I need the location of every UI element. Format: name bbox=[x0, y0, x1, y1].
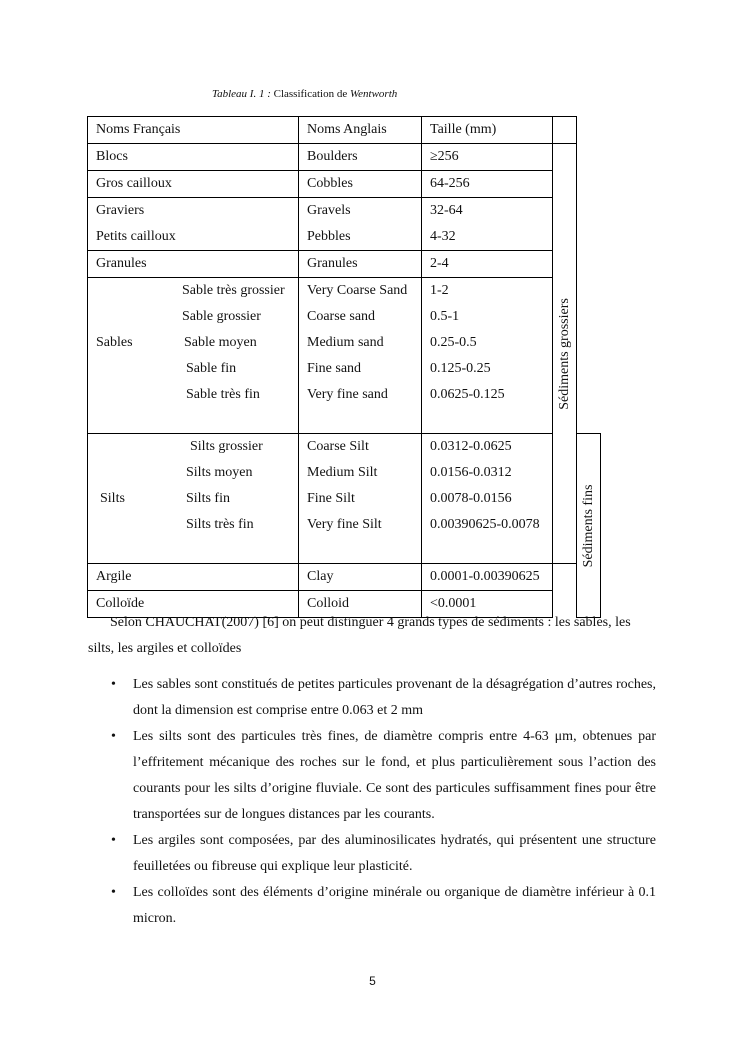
bullet-icon: • bbox=[111, 729, 116, 744]
cell-size: 0.0001-0.00390625 bbox=[422, 564, 553, 591]
sable-english: Very Coarse Sand bbox=[307, 283, 408, 298]
cell-french bbox=[88, 198, 299, 251]
page-number: 5 bbox=[369, 974, 376, 988]
table-row bbox=[88, 564, 601, 591]
sable-size: 0.25-0.5 bbox=[430, 335, 477, 350]
sable-item: Sable très grossier bbox=[182, 283, 285, 298]
sable-item: Sable fin bbox=[186, 361, 237, 376]
cell-french-graviers: Graviers bbox=[96, 203, 145, 218]
list-item bbox=[88, 724, 656, 828]
silt-english: Medium Silt bbox=[307, 465, 378, 480]
silt-item: Silts très fin bbox=[186, 517, 254, 532]
cell-french-petits-cailloux: Petits cailloux bbox=[96, 229, 176, 244]
silt-size: 0.0312-0.0625 bbox=[430, 439, 512, 454]
sable-english: Very fine sand bbox=[307, 387, 388, 402]
silt-size: 0.0078-0.0156 bbox=[430, 491, 512, 506]
cell-size-gravels: 32-64 bbox=[430, 203, 463, 218]
table-header-row bbox=[88, 117, 601, 144]
sable-english: Fine sand bbox=[307, 361, 362, 376]
table-caption bbox=[212, 88, 397, 100]
cell-french: Gros cailloux bbox=[88, 171, 299, 198]
silt-item: Silts grossier bbox=[190, 439, 263, 454]
silt-english: Fine Silt bbox=[307, 491, 355, 506]
cell-size: 64-256 bbox=[422, 171, 553, 198]
table-row-sables bbox=[88, 278, 601, 434]
cell-english: Boulders bbox=[299, 144, 422, 171]
sable-item: Sable moyen bbox=[184, 335, 257, 350]
header-english: Noms Anglais bbox=[299, 117, 422, 144]
side-label-fine-text: Sédiments fins bbox=[580, 484, 596, 567]
caption-name: Wentworth bbox=[350, 88, 398, 100]
sable-item: Sable très fin bbox=[186, 387, 260, 402]
list-item-text: Les argiles sont composées, par des aluminosilicates hydratés, qui présentent une structure feuilletées ou fibreuse qui explique leur plasticité. bbox=[133, 833, 656, 874]
list-item-text: Les colloïdes sont des éléments d’origine minérale ou organique de diamètre inférieur à 0.1 micron. bbox=[133, 885, 656, 926]
sable-size: 0.5-1 bbox=[430, 309, 460, 324]
cell-english: Clay bbox=[299, 564, 422, 591]
sable-size: 1-2 bbox=[430, 283, 449, 298]
sable-size: 0.0625-0.125 bbox=[430, 387, 505, 402]
cell-french: Blocs bbox=[88, 144, 299, 171]
silt-english: Very fine Silt bbox=[307, 517, 382, 532]
cell-english bbox=[299, 198, 422, 251]
cell-english: Cobbles bbox=[299, 171, 422, 198]
silt-size: 0.00390625-0.0078 bbox=[430, 517, 540, 532]
cell-french: Argile bbox=[88, 564, 299, 591]
silt-item: Silts fin bbox=[186, 491, 230, 506]
table-row bbox=[88, 198, 601, 251]
cell-size bbox=[422, 198, 553, 251]
sable-item: Sable grossier bbox=[182, 309, 261, 324]
silt-english: Coarse Silt bbox=[307, 439, 369, 454]
caption-text: Classification de bbox=[273, 88, 348, 100]
cell-english-group bbox=[299, 434, 422, 564]
list-item-text: Les sables sont constitués de petites particules provenant de la désagrégation d’autres roches, dont la dimension est comprise entre 0.063 et 2 mm bbox=[133, 677, 656, 718]
wentworth-table bbox=[87, 116, 601, 618]
group-label-silts: Silts bbox=[100, 491, 125, 506]
sediment-list bbox=[88, 672, 656, 932]
cell-english: Colloid bbox=[299, 591, 422, 618]
sable-size: 0.125-0.25 bbox=[430, 361, 491, 376]
cell-size: ≥256 bbox=[422, 144, 553, 171]
cell-french-group bbox=[88, 278, 299, 434]
cell-size: <0.0001 bbox=[422, 591, 553, 618]
cell-english: Granules bbox=[299, 251, 422, 278]
table-row bbox=[88, 144, 601, 171]
sable-english: Medium sand bbox=[307, 335, 384, 350]
header-size: Taille (mm) bbox=[422, 117, 553, 144]
group-label-sables: Sables bbox=[96, 335, 133, 350]
intro-paragraph: Selon CHAUCHAT(2007) [6] on peut distinguer 4 grands types de sédiments : les sables, les silts, les argiles et colloïdes bbox=[88, 615, 631, 656]
list-item-text: Les silts sont des particules très fines, de diamètre compris entre 4-63 μm, obtenues par l’effritement mécanique des roches sur le fond, et plus particulièrement sous l’action des courants pour les silts d’origine fluviale. Ce sont des particules suffisamment fines pour être transportées sur de longues distances par les courants. bbox=[133, 729, 656, 822]
cell-english-gravels: Gravels bbox=[307, 203, 351, 218]
table-row-silts bbox=[88, 434, 601, 564]
cell-size-group bbox=[422, 278, 553, 434]
cell-english-group bbox=[299, 278, 422, 434]
bullet-icon: • bbox=[111, 677, 116, 692]
cell-size-group bbox=[422, 434, 553, 564]
cell-english-pebbles: Pebbles bbox=[307, 229, 351, 244]
silt-size: 0.0156-0.0312 bbox=[430, 465, 512, 480]
cell-french-group bbox=[88, 434, 299, 564]
list-item bbox=[88, 828, 656, 880]
caption-label: Tableau I. 1 : bbox=[212, 88, 271, 100]
cell-size-pebbles: 4-32 bbox=[430, 229, 456, 244]
bullet-icon: • bbox=[111, 885, 116, 900]
side-label-coarse bbox=[553, 144, 577, 564]
sable-english: Coarse sand bbox=[307, 309, 376, 324]
cell-size: 2-4 bbox=[422, 251, 553, 278]
silt-item: Silts moyen bbox=[186, 465, 253, 480]
bullet-icon: • bbox=[111, 833, 116, 848]
cell-french: Colloïde bbox=[88, 591, 299, 618]
list-item bbox=[88, 880, 656, 932]
cell-french: Granules bbox=[88, 251, 299, 278]
header-empty bbox=[553, 117, 577, 144]
table-row bbox=[88, 171, 601, 198]
side-label-coarse-text: Sédiments grossiers bbox=[556, 297, 572, 410]
side-label-fine bbox=[577, 434, 601, 618]
header-french: Noms Français bbox=[88, 117, 299, 144]
list-item bbox=[88, 672, 656, 724]
table-row bbox=[88, 251, 601, 278]
